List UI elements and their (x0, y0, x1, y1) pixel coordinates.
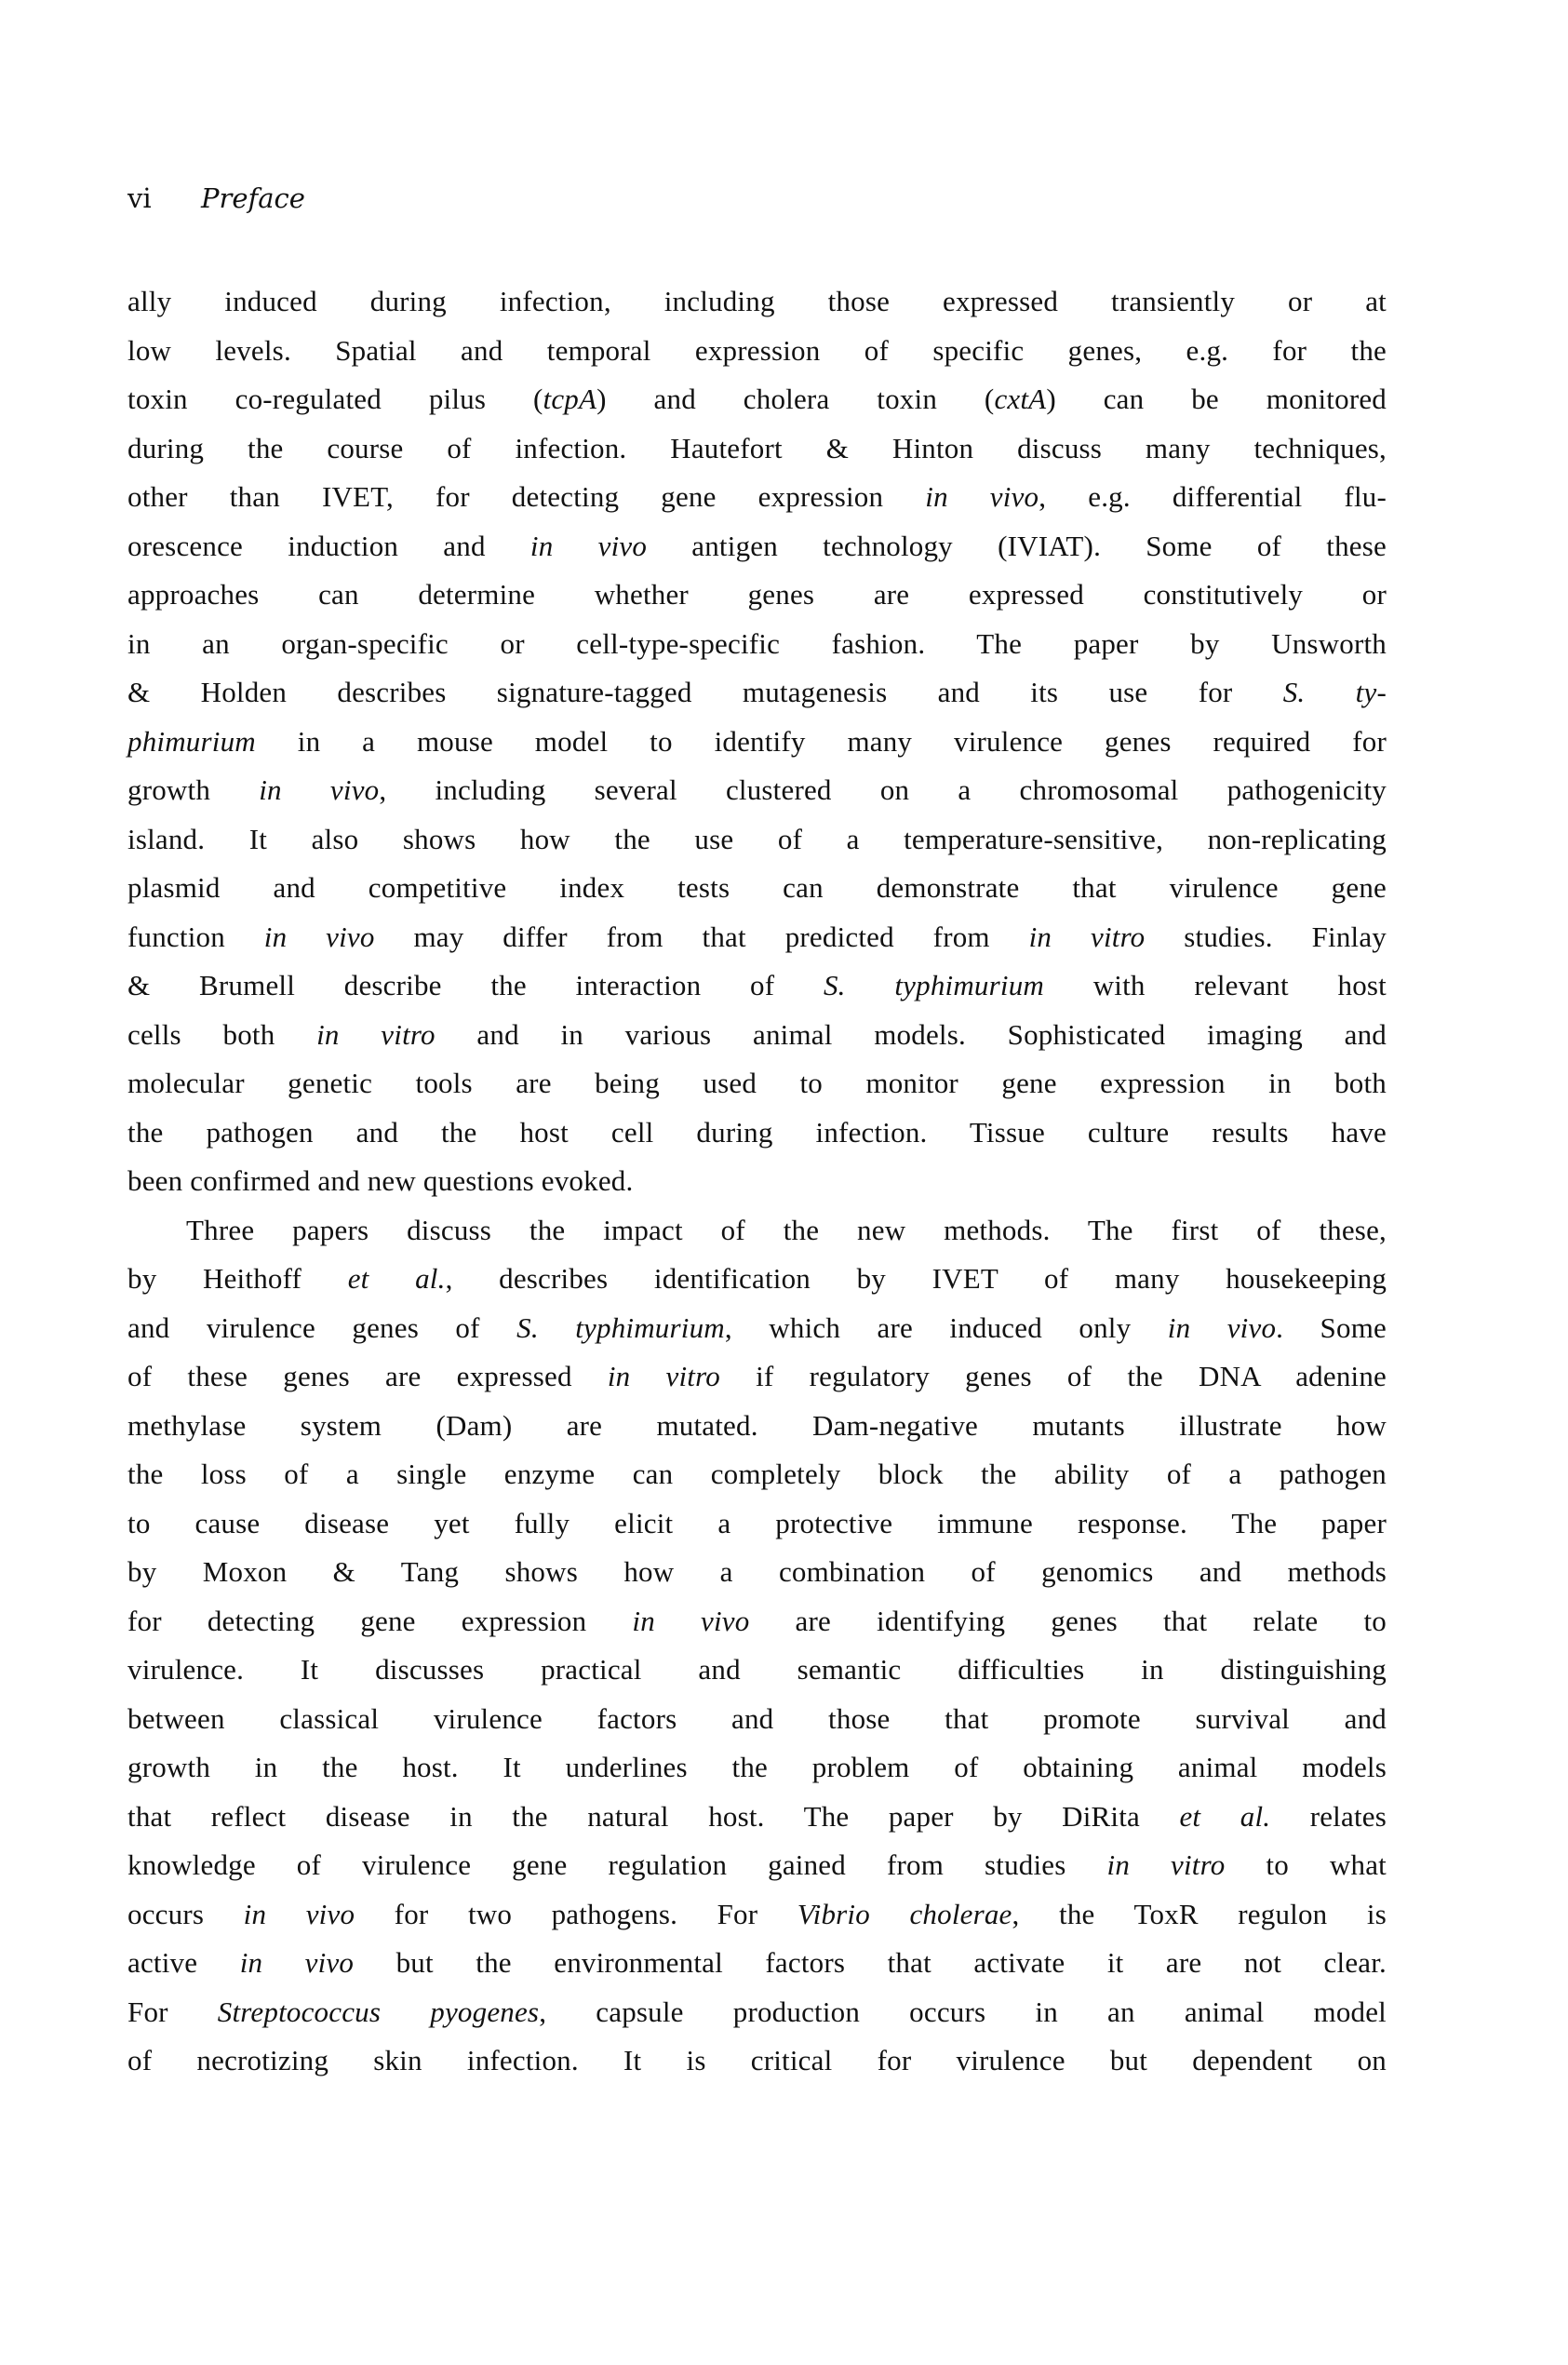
text-line (127, 1402, 1387, 1451)
italic-text: cxtA (994, 383, 1047, 415)
text-run: for two pathogens. For (355, 1897, 797, 1930)
text-line (127, 718, 1387, 767)
text-run: in a mouse model to identify many virulence genes required for (255, 724, 1387, 758)
text-run: may differ from that predicted from (374, 920, 1029, 953)
italic-text: in vivo (529, 529, 648, 562)
text-line (127, 1890, 1387, 1940)
text-run: , the ToxR regulon is (1012, 1897, 1387, 1930)
text-line (127, 1206, 1387, 1256)
text-run: that reflect disease in the natural host. The paper by DiRita (127, 1799, 1180, 1833)
text-line (127, 815, 1387, 865)
text-run: low levels. Spatial and temporal expression of specific genes, e.g. for the (127, 333, 1387, 367)
text-run: cells both (127, 1017, 317, 1051)
text-run: other than IVET, for detecting gene expression (127, 480, 926, 513)
italic-text: in vitro (1106, 1848, 1226, 1881)
text-line (127, 766, 1387, 815)
italic-text: in vivo (243, 1897, 355, 1930)
text-run: knowledge of virulence gene regulation gained from studies (127, 1848, 1107, 1881)
text-run: virulence. It discusses practical and semantic difficulties in distinguishing (127, 1653, 1387, 1686)
italic-text: et al. (347, 1262, 446, 1295)
text-run: & Brumell describe the interaction of (127, 969, 824, 1001)
italic-text: S. typhimurium (516, 1310, 725, 1344)
text-run: molecular genetic tools are being used to monitor gene expression in both (127, 1067, 1387, 1099)
text-line (127, 1939, 1387, 1988)
text-line (127, 1499, 1387, 1549)
italic-text: in vivo (1167, 1310, 1277, 1344)
text-line (127, 913, 1387, 962)
text-line (127, 1597, 1387, 1646)
text-line (127, 571, 1387, 620)
italic-text: in vitro (607, 1360, 720, 1392)
text-run: toxin co-regulated pilus ( (127, 383, 543, 415)
italic-text: phimurium (127, 724, 256, 758)
italic-text: Vibrio cholerae (797, 1897, 1012, 1930)
text-run: , including several clustered on a chromosomal pathogenicity (379, 773, 1387, 806)
text-run: and in various animal models. Sophisticated imaging and (435, 1017, 1387, 1051)
text-run: relates (1270, 1799, 1387, 1833)
italic-text: in vivo (263, 920, 375, 953)
text-run: & Holden describes signature-tagged mutagenesis and its use for (127, 676, 1283, 708)
text-line (127, 1548, 1387, 1597)
text-run: but the environmental factors that activate it are not clear. (354, 1946, 1387, 1979)
text-line (127, 277, 1387, 327)
paragraph (127, 1206, 1387, 2086)
text-line (127, 424, 1387, 474)
italic-text: in vitro (316, 1017, 436, 1051)
text-run: , capsule production occurs in an animal model (539, 1995, 1387, 2028)
text-line (127, 1743, 1387, 1793)
text-run: by Moxon & Tang shows how a combination of genomics and methods (127, 1555, 1387, 1588)
text-run: growth (127, 773, 260, 806)
text-line (127, 620, 1387, 669)
text-line (127, 1255, 1387, 1304)
text-run: function (127, 920, 264, 953)
text-line (127, 864, 1387, 913)
text-run: are identifying genes that relate to (749, 1604, 1387, 1637)
text-line (127, 1059, 1387, 1109)
text-run: ) can be monitored (1046, 383, 1387, 415)
text-run: of necrotizing skin infection. It is critical for virulence but dependent on (127, 2044, 1387, 2076)
text-run: , e.g. differential flu- (1039, 480, 1387, 513)
text-run: by Heithoff (127, 1262, 348, 1295)
text-run: occurs (127, 1897, 244, 1930)
text-run: Three papers discuss the impact of the new methods. The first of these, (186, 1213, 1387, 1246)
text-run: the loss of a single enzyme can completely block the ability of a pathogen (127, 1458, 1387, 1490)
italic-text: S. typhimurium (823, 969, 1044, 1001)
text-line (127, 1157, 1387, 1206)
text-line (127, 2036, 1387, 2086)
text-line (127, 961, 1387, 1011)
page-number: vi (127, 182, 152, 214)
text-line (127, 1841, 1387, 1890)
text-run: with relevant host (1044, 969, 1387, 1001)
text-line (127, 1304, 1387, 1353)
text-run: , which are induced only (724, 1310, 1168, 1344)
text-line (127, 327, 1387, 376)
running-head-title: Preface (201, 182, 305, 214)
text-run: ally induced during infection, including those expressed transiently or at (127, 285, 1387, 317)
text-run: of these genes are expressed (127, 1360, 608, 1392)
text-line (127, 1011, 1387, 1060)
text-run: island. It also shows how the use of a temperature-sensitive, non-replicating (127, 822, 1387, 855)
italic-text: S. ty- (1282, 676, 1387, 708)
text-run: in an organ-specific or cell-type-specific fashion. The paper by Unsworth (127, 626, 1387, 660)
text-run: plasmid and competitive index tests can demonstrate that virulence gene (127, 871, 1387, 904)
text-line (127, 1450, 1387, 1499)
text-line (127, 1646, 1387, 1695)
text-line (127, 1988, 1387, 2037)
text-run: to cause disease yet fully elicit a protective immune response. The paper (127, 1506, 1387, 1539)
text-run: approaches can determine whether genes are expressed constitutively or (127, 578, 1387, 611)
text-run: . Some (1276, 1310, 1387, 1344)
paragraph (127, 277, 1387, 1206)
text-run: if regulatory genes of the DNA adenine (719, 1360, 1387, 1392)
text-line (127, 1695, 1387, 1744)
text-line (127, 522, 1387, 571)
text-run: been confirmed and new questions evoked. (127, 1164, 634, 1197)
text-run: studies. Finlay (1145, 920, 1387, 953)
text-line (127, 1793, 1387, 1842)
text-run: for detecting gene expression (127, 1604, 633, 1637)
text-line (127, 1109, 1387, 1158)
text-line (127, 473, 1387, 522)
text-line (127, 375, 1387, 424)
text-run: For (127, 1995, 218, 2028)
text-run: and virulence genes of (127, 1310, 517, 1344)
italic-text: Streptococcus pyogenes (217, 1995, 540, 2028)
text-run: , describes identification by IVET of many housekeeping (445, 1262, 1387, 1295)
italic-text: in vitro (1028, 920, 1146, 953)
italic-text: in vivo (259, 773, 380, 806)
text-run: orescence induction and (127, 529, 530, 562)
running-head (127, 182, 305, 214)
text-run: methylase system (Dam) are mutated. Dam-negative mutants illustrate how (127, 1408, 1387, 1442)
text-run: the pathogen and the host cell during infection. Tissue culture results have (127, 1115, 1387, 1149)
italic-text: et al. (1179, 1799, 1271, 1833)
text-line (127, 1352, 1387, 1402)
text-run: antigen technology (IVIAT). Some of these (647, 529, 1387, 562)
text-run: to what (1225, 1848, 1387, 1881)
body-text (127, 277, 1387, 2086)
text-line (127, 668, 1387, 718)
italic-text: tcpA (543, 383, 597, 415)
italic-text: in vivo (925, 480, 1039, 513)
text-run: active (127, 1946, 240, 1979)
italic-text: in vivo (632, 1604, 750, 1637)
text-run: during the course of infection. Hautefort & Hinton discuss many techniques, (127, 431, 1387, 464)
text-run: ) and cholera toxin ( (596, 383, 995, 415)
text-run: growth in the host. It underlines the problem of obtaining animal models (127, 1751, 1387, 1783)
italic-text: in vivo (239, 1946, 355, 1979)
text-run: between classical virulence factors and those that promote survival and (127, 1701, 1387, 1735)
